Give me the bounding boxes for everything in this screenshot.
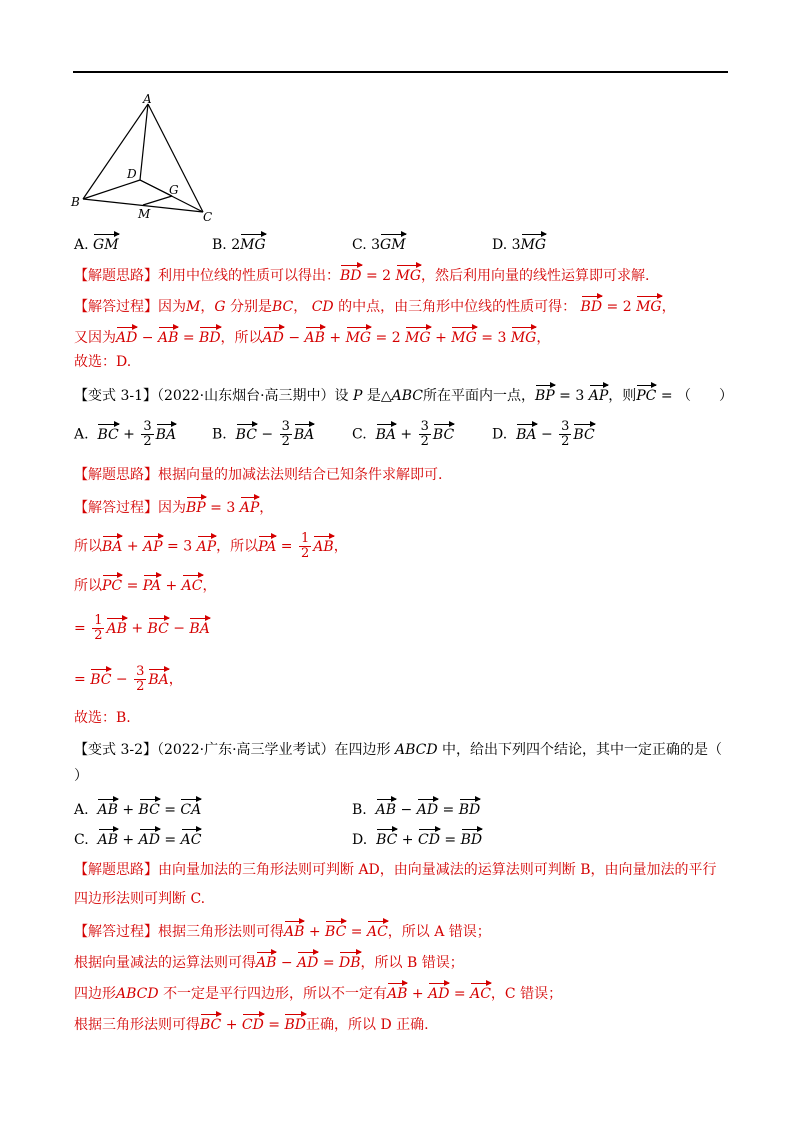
q1-solution-process-line2: 又因为AD − AB = BD，所以AD − AB + MG = 2 MG + MG = 3 MG， (74, 326, 550, 348)
q2-option-b: B. BC − $\frac{3}{2}$ BA (212, 419, 315, 449)
q1-option-d: D. 3MG (492, 233, 546, 255)
q2-step-4: = BC − $\frac{3}{2}$ BA， (74, 664, 183, 694)
q3-solution-idea-line1: 【解题思路】由向量加法的三角形法则可判断 AD，由向量减法的运算法则可判断 B，由向量加法的平行 (74, 862, 717, 878)
q2-step-2: 所以PC = PA + AC， (74, 574, 217, 596)
q1-solution-idea: 【解题思路】利用中位线的性质可以得出：BD = 2 MG，然后利用向量的线性运算即可求解. (74, 264, 650, 286)
q3-option-b: B. AB − AD = BD (352, 798, 480, 820)
tetrahedron-figure (68, 88, 218, 223)
q1-option-a: A. GM (74, 233, 119, 255)
q1-solution-process-line1: 【解答过程】因为M，G 分别是BC， CD 的中点，由三角形中位线的性质可得： BD = 2 MG， (74, 295, 676, 317)
q1-answer: 故选：D. (74, 354, 132, 370)
q2-solution-process: 【解答过程】因为BP = 3 AP， (74, 496, 273, 518)
point-label-g: G (169, 183, 179, 197)
q2-option-a: A. BC + $\frac{3}{2}$ BA (74, 419, 177, 449)
q2-stem: 【变式 3-1】（2022·山东烟台·高三期中）设 P 是△ABC所在平面内一点，BP = 3 AP，则PC = （ ） (74, 384, 733, 406)
header-rule (73, 71, 728, 73)
vertex-label-c: C (203, 210, 213, 223)
q2-solution-idea: 【解题思路】根据向量的加减法法则结合已知条件求解即可. (74, 467, 443, 483)
q1-option-c: C. 3GM (352, 233, 406, 255)
q2-option-c: C. BA + $\frac{3}{2}$ BC (352, 419, 455, 449)
q2-step-1: 所以BA + AP = 3 AP，所以PA = $\frac{1}{2}$ AB， (74, 531, 348, 561)
q1-option-b: B. 2MG (212, 233, 266, 255)
q3-option-d: D. BC + CD = BD (352, 828, 482, 850)
vertex-label-d: D (127, 167, 137, 181)
q2-option-d: D. BA − $\frac{3}{2}$ BC (492, 419, 595, 449)
vertex-label-a: A (143, 92, 152, 106)
q3-process-line1: 【解答过程】根据三角形法则可得AB + BC = AC，所以 A 错误； (74, 920, 491, 942)
q3-stem-line2: ） (74, 768, 88, 784)
q3-option-a: A. AB + BC = CA (74, 798, 201, 820)
vertex-label-b: B (71, 195, 80, 209)
q3-process-line2: 根据向量减法的运算法则可得AB − AD = DB，所以 B 错误； (74, 951, 464, 973)
q3-process-line3: 四边形ABCD 不一定是平行四边形，所以不一定有AB + AD = AC，C 错误； (74, 982, 562, 1004)
q2-step-3: = $\frac{1}{2}$ AB + BC − BA (74, 613, 210, 643)
q3-solution-idea-line2: 四边形法则可判断 C. (74, 891, 206, 907)
point-label-m: M (138, 207, 151, 221)
q2-answer: 故选：B. (74, 710, 131, 726)
q3-stem: 【变式 3-2】（2022·广东·高三学业考试）在四边形 ABCD 中，给出下列四个结论，其中一定正确的是（ (74, 742, 723, 758)
q3-option-c: C. AB + AD = AC (74, 828, 201, 850)
q3-process-line4: 根据三角形法则可得BC + CD = BD正确，所以 D 正确. (74, 1013, 429, 1035)
